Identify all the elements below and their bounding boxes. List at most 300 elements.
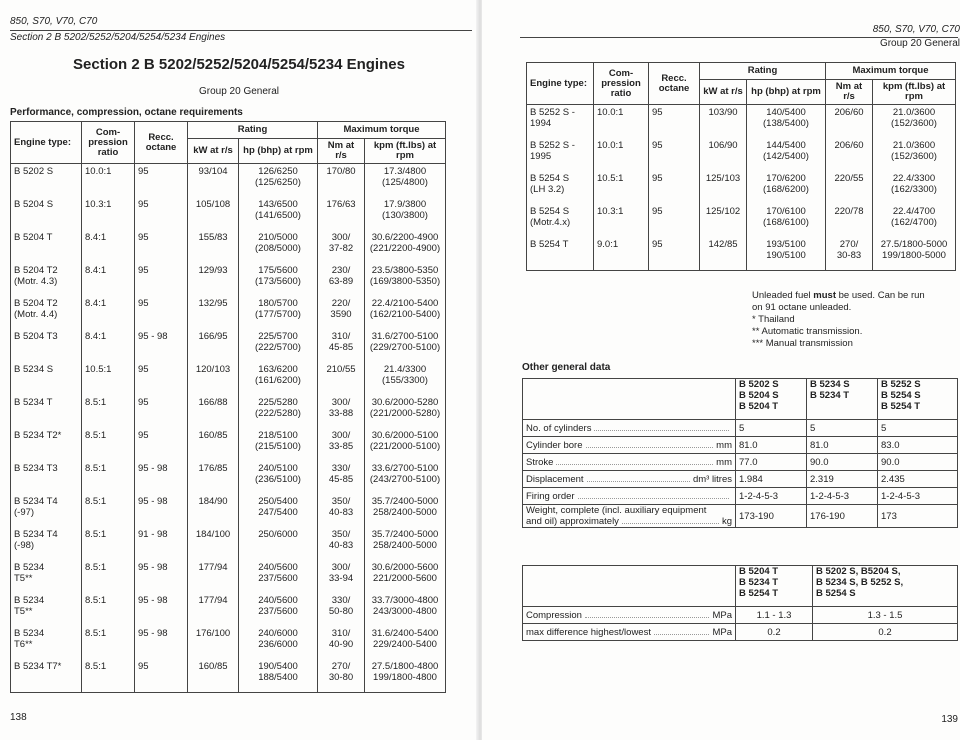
engine-cell-value-2: (LH 3.2) xyxy=(530,184,565,195)
hp-cell-value: 190/5400 xyxy=(258,661,298,672)
kpm-cell xyxy=(365,560,446,593)
kpm-cell-value: 33.6/2700-5100 xyxy=(371,463,439,474)
engine-cell xyxy=(11,659,82,693)
value-cell: 1-2-4-5-3 xyxy=(878,488,958,505)
nm-cell xyxy=(318,494,365,527)
row-unit: dm³ litres xyxy=(692,473,732,485)
leader-dots xyxy=(622,516,719,524)
th-hp: hp (bhp) at rpm xyxy=(747,80,826,105)
octane-cell-value: 95 xyxy=(138,298,149,309)
section-title: Section 2 B 5202/5252/5204/5254/5234 Engines xyxy=(73,56,405,73)
kpm-cell-value: 30.6/2200-4900 xyxy=(371,232,439,243)
page-number-right: 139 xyxy=(941,714,958,725)
row-label-text-2: and oil) approximately xyxy=(526,516,619,527)
compression-cell xyxy=(82,461,135,494)
hp-cell xyxy=(239,197,318,230)
value-cell: 173 xyxy=(878,505,958,528)
note-line1-c: be used. Can be run xyxy=(835,290,925,301)
compression-cell-value: 10.0:1 xyxy=(597,107,624,118)
hp-cell xyxy=(239,362,318,395)
hp-cell xyxy=(239,593,318,626)
nm-cell-value: 300/ xyxy=(331,397,351,408)
value-cell: 5 xyxy=(807,420,878,437)
octane-cell-value: 95 xyxy=(652,206,663,217)
column-header-line: B 5202 S, B5204 S, xyxy=(816,566,901,577)
kpm-cell-value: 22.4/4700 xyxy=(892,206,936,217)
kw-cell-value: 177/94 xyxy=(198,562,228,573)
kw-cell-value: 132/95 xyxy=(198,298,228,309)
engine-cell-value-2: 1994 xyxy=(530,118,552,129)
row-label-text: Compression xyxy=(526,609,582,621)
engine-cell-value: B 5234 T4 xyxy=(14,529,58,540)
octane-cell xyxy=(135,494,188,527)
octane-cell xyxy=(135,527,188,560)
octane-cell xyxy=(135,626,188,659)
table-row xyxy=(523,607,958,624)
kw-cell xyxy=(188,461,239,494)
hp-cell xyxy=(747,171,826,204)
hp-cell xyxy=(747,138,826,171)
kpm-cell-value: 21.0/3600 xyxy=(892,140,936,151)
octane-cell-value: 95 - 98 xyxy=(138,562,168,573)
table-row xyxy=(11,560,446,593)
nm-cell xyxy=(318,461,365,494)
table-row xyxy=(523,624,958,641)
nm-cell xyxy=(826,171,873,204)
kpm-cell xyxy=(365,362,446,395)
hp-cell xyxy=(239,560,318,593)
kw-cell-value: 184/90 xyxy=(198,496,228,507)
kpm-cell-value: 30.6/2000-5100 xyxy=(371,430,439,441)
hp-cell-value: 225/5700 xyxy=(258,331,298,342)
column-header-line: B 5234 S, B 5252 S, xyxy=(816,577,904,588)
th-nm: Nm at r/s xyxy=(826,80,873,105)
nm-cell xyxy=(318,428,365,461)
table-row xyxy=(11,362,446,395)
kpm-cell-value: 17.9/3800 xyxy=(383,199,427,210)
engine-cell xyxy=(11,527,82,560)
compression-cell-value: 8.4:1 xyxy=(85,265,107,276)
nm-cell xyxy=(318,230,365,263)
compression-cell-value: 8.5:1 xyxy=(85,430,107,441)
octane-cell xyxy=(649,171,700,204)
table-row xyxy=(11,296,446,329)
performance-table xyxy=(10,121,446,693)
header-models-right: 850, S70, V70, C70 xyxy=(872,24,960,35)
nm-cell xyxy=(826,105,873,139)
hp-cell xyxy=(239,296,318,329)
hp-cell-value-2: (236/5100) xyxy=(255,474,301,485)
octane-cell-value: 95 xyxy=(652,239,663,250)
th-kpm: kpm (ft.lbs) at rpm xyxy=(365,139,446,164)
kpm-cell-value-2: (130/3800) xyxy=(382,210,428,221)
hp-cell-value: 225/5280 xyxy=(258,397,298,408)
engine-cell xyxy=(11,428,82,461)
engine-cell xyxy=(11,296,82,329)
engine-cell xyxy=(11,164,82,198)
compression-cell-value: 8.5:1 xyxy=(85,595,107,606)
value-cell: 2.435 xyxy=(878,471,958,488)
column-header-line: B 5202 S xyxy=(739,379,779,390)
table-row xyxy=(523,505,958,528)
nm-cell xyxy=(318,197,365,230)
value-cell: 1.3 - 1.5 xyxy=(813,607,958,624)
th-engine-type: Engine type: xyxy=(11,122,82,164)
value-cell: 2.319 xyxy=(807,471,878,488)
nm-cell-value: 220/78 xyxy=(834,206,864,217)
compression-cell xyxy=(82,230,135,263)
compression-cell xyxy=(594,105,649,139)
hp-cell xyxy=(747,105,826,139)
kw-cell xyxy=(188,593,239,626)
engine-cell-value-2: T5** xyxy=(14,573,33,584)
kpm-cell xyxy=(873,237,956,271)
row-label xyxy=(523,607,736,624)
engine-cell-value: B 5252 S - xyxy=(530,140,575,151)
nm-cell-value: 176/63 xyxy=(326,199,356,210)
value-cell: 5 xyxy=(878,420,958,437)
row-label xyxy=(523,505,736,528)
compression-cell-value: 8.4:1 xyxy=(85,298,107,309)
general-data-table xyxy=(522,378,958,528)
kpm-cell xyxy=(365,659,446,693)
octane-cell-value: 95 xyxy=(138,661,149,672)
hp-cell-value-2: (222/5280) xyxy=(255,408,301,419)
nm-cell xyxy=(318,263,365,296)
octane-cell-value: 95 xyxy=(652,173,663,184)
hp-cell-value-2: (222/5700) xyxy=(255,342,301,353)
kw-cell xyxy=(188,230,239,263)
value-cell: 77.0 xyxy=(736,454,807,471)
th-rating: Rating xyxy=(188,122,318,139)
octane-cell-value: 95 xyxy=(138,397,149,408)
row-label xyxy=(523,624,736,641)
kpm-cell-value: 27.5/1800-5000 xyxy=(880,239,948,250)
table-row xyxy=(523,454,958,471)
nm-cell-value-2: 40-90 xyxy=(328,639,354,650)
engine-cell xyxy=(527,204,594,237)
kpm-cell-value-2: 243/3000-4800 xyxy=(373,606,437,617)
row-unit: mm xyxy=(716,439,732,451)
th-max-torque: Maximum torque xyxy=(318,122,446,139)
hp-cell-value-2: (125/6250) xyxy=(255,177,301,188)
kpm-cell-value-2: (152/3600) xyxy=(891,118,937,129)
compression-cell xyxy=(594,138,649,171)
value-cell: 0.2 xyxy=(813,624,958,641)
kw-cell-value: 125/103 xyxy=(705,173,741,184)
compression-cell-value: 8.5:1 xyxy=(85,397,107,408)
kw-cell-value: 166/95 xyxy=(198,331,228,342)
kw-cell-value: 103/90 xyxy=(708,107,738,118)
note-automatic: ** Automatic transmission. xyxy=(752,326,863,337)
kpm-cell-value-2: 221/2000-5600 xyxy=(373,573,437,584)
table-row xyxy=(11,626,446,659)
octane-cell-value: 95 - 98 xyxy=(138,331,168,342)
kw-cell-value: 93/104 xyxy=(198,166,228,177)
nm-cell-value-2: 40-83 xyxy=(328,540,354,551)
compression-cell xyxy=(82,164,135,198)
hp-cell-value: 210/5000 xyxy=(258,232,298,243)
hp-cell-value-2: (168/6100) xyxy=(763,217,809,228)
engine-cell-value: B 5234 T4 xyxy=(14,496,58,507)
row-label xyxy=(523,437,736,454)
hp-cell-value-2: (142/5400) xyxy=(763,151,809,162)
nm-cell-value-2: 45-85 xyxy=(328,474,354,485)
octane-cell xyxy=(135,197,188,230)
octane-cell xyxy=(649,237,700,271)
nm-cell xyxy=(318,164,365,198)
octane-cell-value: 95 - 98 xyxy=(138,595,168,606)
hp-cell xyxy=(747,204,826,237)
note-line2: on 91 octane unleaded. xyxy=(752,302,852,313)
kw-cell xyxy=(700,138,747,171)
nm-cell xyxy=(826,204,873,237)
engine-cell xyxy=(11,461,82,494)
octane-cell-value: 95 xyxy=(138,430,149,441)
header-rule xyxy=(10,30,472,31)
compression-cell xyxy=(82,659,135,693)
row-unit: MPa xyxy=(712,609,732,621)
nm-cell xyxy=(318,395,365,428)
value-cell: 1-2-4-5-3 xyxy=(807,488,878,505)
engine-cell-value: B 5234 S xyxy=(14,364,54,375)
nm-cell-value-2: 33-88 xyxy=(328,408,354,419)
hp-cell xyxy=(239,626,318,659)
kw-cell-value: 160/85 xyxy=(198,430,228,441)
kpm-cell-value: 21.0/3600 xyxy=(892,107,936,118)
engine-cell xyxy=(11,197,82,230)
value-cell: 5 xyxy=(736,420,807,437)
octane-cell xyxy=(135,230,188,263)
kw-cell xyxy=(188,296,239,329)
hp-cell-value-2: (215/5100) xyxy=(255,441,301,452)
leader-dots xyxy=(556,457,713,465)
kpm-cell xyxy=(365,263,446,296)
kw-cell-value: 105/108 xyxy=(195,199,231,210)
compression-cell-value: 10.3:1 xyxy=(85,199,112,210)
compression-cell-value: 8.5:1 xyxy=(85,562,107,573)
hp-cell xyxy=(239,659,318,693)
hp-cell xyxy=(239,263,318,296)
kpm-cell-value: 23.5/3800-5350 xyxy=(371,265,439,276)
compression-cell-value: 8.5:1 xyxy=(85,661,107,672)
engine-cell-value: B 5204 T2 xyxy=(14,298,58,309)
engine-cell-value-2: 1995 xyxy=(530,151,552,162)
nm-cell-value: 206/60 xyxy=(834,140,864,151)
compression-cell xyxy=(594,204,649,237)
hp-cell-value: 140/5400 xyxy=(766,107,806,118)
table-row xyxy=(11,428,446,461)
hp-cell-value-2: (161/6200) xyxy=(255,375,301,386)
th-hp: hp (bhp) at rpm xyxy=(239,139,318,164)
compression-cell-value: 8.5:1 xyxy=(85,463,107,474)
octane-cell-value: 95 xyxy=(138,199,149,210)
hp-cell-value: 240/6000 xyxy=(258,628,298,639)
kpm-cell xyxy=(365,626,446,659)
table-row xyxy=(11,593,446,626)
compression-cell-value: 10.3:1 xyxy=(597,206,624,217)
row-label-text: Stroke xyxy=(526,456,554,468)
hp-cell-value-2: (141/6500) xyxy=(255,210,301,221)
kw-cell xyxy=(188,626,239,659)
nm-cell xyxy=(318,560,365,593)
compression-cell-value: 8.5:1 xyxy=(85,496,107,507)
nm-cell-value-2: 45-85 xyxy=(328,342,354,353)
engine-cell-value: B 5254 S xyxy=(530,206,570,217)
th-octane: Recc. octane xyxy=(135,122,188,164)
table-row xyxy=(523,420,958,437)
engine-cell xyxy=(527,237,594,271)
nm-cell-value: 220/55 xyxy=(834,173,864,184)
other-data-title: Other general data xyxy=(522,362,611,373)
nm-cell xyxy=(318,659,365,693)
engine-cell-value: B 5204 T2 xyxy=(14,265,58,276)
header-section: Section 2 B 5202/5252/5204/5254/5234 Engines xyxy=(10,32,226,43)
kpm-cell-value: 17.3/4800 xyxy=(383,166,427,177)
hp-cell xyxy=(747,237,826,271)
hp-cell-value-2: 190/5100 xyxy=(766,250,806,261)
kw-cell xyxy=(188,263,239,296)
column-header-line: B 5204 T xyxy=(739,566,779,577)
table-row xyxy=(523,488,958,505)
table-row xyxy=(527,171,956,204)
kw-cell-value: 176/85 xyxy=(198,463,228,474)
octane-cell xyxy=(135,659,188,693)
kw-cell xyxy=(188,560,239,593)
compression-cell xyxy=(594,237,649,271)
engine-cell-value: B 5254 S xyxy=(530,173,570,184)
kpm-cell-value-2: 229/2400-5400 xyxy=(373,639,437,650)
octane-cell-value: 95 xyxy=(138,232,149,243)
nm-cell xyxy=(826,138,873,171)
compression-cell xyxy=(82,527,135,560)
engine-cell-value: B 5204 T3 xyxy=(14,331,58,342)
th-max-torque: Maximum torque xyxy=(826,63,956,80)
nm-cell-value: 206/60 xyxy=(834,107,864,118)
octane-cell xyxy=(135,428,188,461)
kpm-cell xyxy=(365,197,446,230)
nm-cell-value: 270/ xyxy=(839,239,859,250)
hp-cell xyxy=(239,230,318,263)
engine-cell-value: B 5234 T7* xyxy=(14,661,62,672)
hp-cell-value: 240/5600 xyxy=(258,595,298,606)
compression-cell xyxy=(82,296,135,329)
kw-cell xyxy=(700,105,747,139)
hp-cell-value: 240/5600 xyxy=(258,562,298,573)
th-compression: Com- pression ratio xyxy=(82,122,135,164)
octane-cell-value: 95 xyxy=(138,166,149,177)
octane-cell xyxy=(135,461,188,494)
hp-cell xyxy=(239,527,318,560)
hp-cell-value: 170/6100 xyxy=(766,206,806,217)
engine-cell-value: B 5234 xyxy=(14,562,45,573)
leader-dots xyxy=(587,474,690,482)
row-unit: mm xyxy=(716,456,732,468)
kpm-cell xyxy=(365,296,446,329)
engine-cell-value: B 5204 S xyxy=(14,199,54,210)
row-label xyxy=(523,454,736,471)
table-row xyxy=(11,659,446,693)
nm-cell-value: 330/ xyxy=(331,463,351,474)
kpm-cell-value: 22.4/2100-5400 xyxy=(371,298,439,309)
hp-cell-value: 250/5400 xyxy=(258,496,298,507)
engine-cell xyxy=(11,362,82,395)
column-header-line: B 5254 T xyxy=(739,588,779,599)
octane-cell xyxy=(135,560,188,593)
nm-cell xyxy=(318,626,365,659)
table-row xyxy=(527,138,956,171)
th-kw: kW at r/s xyxy=(700,80,747,105)
kw-cell xyxy=(188,428,239,461)
column-header xyxy=(736,566,813,607)
kpm-cell-value: 21.4/3300 xyxy=(383,364,427,375)
nm-cell xyxy=(318,329,365,362)
engine-cell-value-2: (-97) xyxy=(14,507,35,518)
nm-cell-value-2: 50-80 xyxy=(328,606,354,617)
column-header-line: B 5204 S xyxy=(739,390,779,401)
octane-cell xyxy=(135,395,188,428)
hp-cell xyxy=(239,164,318,198)
fuel-notes xyxy=(752,290,958,350)
kpm-cell-value-2: 199/1800-5000 xyxy=(882,250,946,261)
row-label-text: max difference highest/lowest xyxy=(526,626,651,638)
note-manual: *** Manual transmission xyxy=(752,338,853,349)
column-header-line: B 5234 T xyxy=(739,577,779,588)
hp-cell-value: 170/6200 xyxy=(766,173,806,184)
table-row xyxy=(523,471,958,488)
octane-cell xyxy=(135,329,188,362)
kpm-cell-value-2: (243/2700-5100) xyxy=(369,474,441,485)
column-header-line: B 5254 S xyxy=(816,588,856,599)
compression-cell-value: 8.5:1 xyxy=(85,529,107,540)
kpm-cell-value: 35.7/2400-5000 xyxy=(371,529,439,540)
leader-dots xyxy=(654,627,709,635)
kw-cell-value: 120/103 xyxy=(195,364,231,375)
engine-cell-value-2: (Motr. 4.4) xyxy=(14,309,58,320)
octane-cell xyxy=(649,204,700,237)
kw-cell-value: 166/88 xyxy=(198,397,228,408)
engine-cell-value: B 5234 T2* xyxy=(14,430,62,441)
compression-cell xyxy=(82,263,135,296)
value-cell: 83.0 xyxy=(878,437,958,454)
compression-cell xyxy=(594,171,649,204)
compression-cell xyxy=(82,428,135,461)
kpm-cell-value-2: (155/3300) xyxy=(382,375,428,386)
nm-cell-value: 210/55 xyxy=(326,364,356,375)
kpm-cell-value-2: (221/2200-4900) xyxy=(369,243,441,254)
octane-cell-value: 91 - 98 xyxy=(138,529,168,540)
engine-cell-value-2: T5** xyxy=(14,606,33,617)
octane-cell xyxy=(649,105,700,139)
engine-cell xyxy=(527,171,594,204)
kpm-cell-value-2: (162/4700) xyxy=(891,217,937,228)
kpm-cell-value: 30.6/2000-5280 xyxy=(371,397,439,408)
engine-cell xyxy=(527,138,594,171)
kw-cell xyxy=(188,659,239,693)
engine-cell-value: B 5234 xyxy=(14,595,45,606)
octane-cell xyxy=(135,296,188,329)
nm-cell-value-2: 30-83 xyxy=(836,250,862,261)
row-label-text: Weight, complete (incl. auxiliary equipment xyxy=(526,505,707,516)
nm-cell-value-2: 30-80 xyxy=(328,672,354,683)
nm-cell xyxy=(318,296,365,329)
compression-cell-value: 8.4:1 xyxy=(85,232,107,243)
engine-cell xyxy=(11,560,82,593)
column-header-line: B 5234 T xyxy=(810,390,850,401)
engine-cell xyxy=(11,626,82,659)
column-header xyxy=(807,379,878,420)
kpm-cell xyxy=(365,395,446,428)
